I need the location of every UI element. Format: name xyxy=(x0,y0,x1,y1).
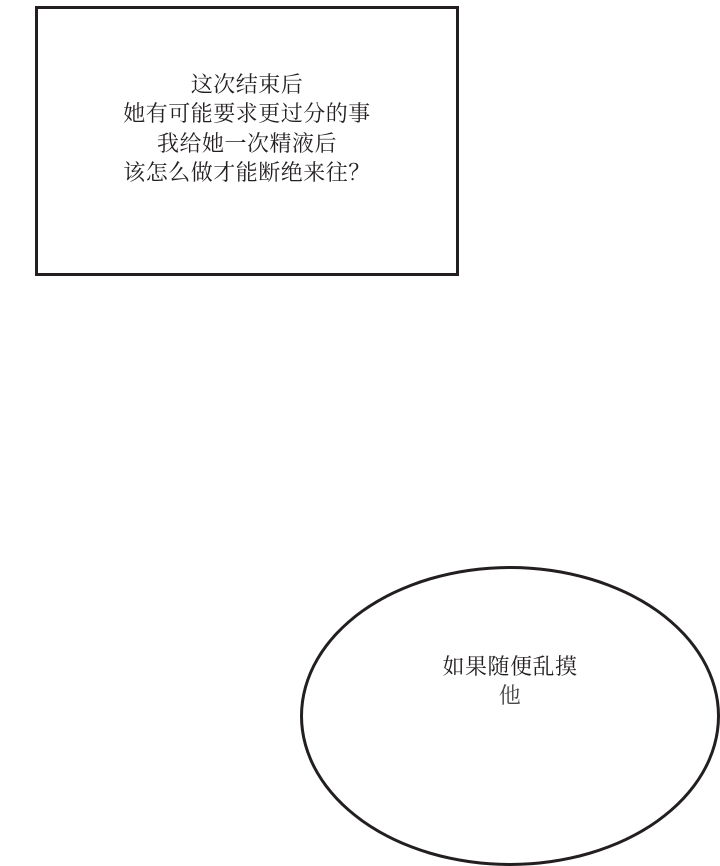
bubble-line: 这次结束后 xyxy=(190,73,304,98)
speech-bubble-rectangle-text xyxy=(123,71,371,188)
bubble-line: 该怎么做才能断绝来往？ xyxy=(123,160,371,186)
speech-bubble-rectangle xyxy=(35,6,459,276)
speech-bubble-round xyxy=(300,566,720,866)
bubble-line: 我给她一次精液后 xyxy=(156,131,337,157)
bubble-line: 她有可能要求更过分的事 xyxy=(123,102,371,128)
bubble-line: 如果随便乱摸 xyxy=(442,655,578,680)
speech-bubble-round-text xyxy=(303,653,717,712)
bubble-line: 他 xyxy=(498,684,522,710)
